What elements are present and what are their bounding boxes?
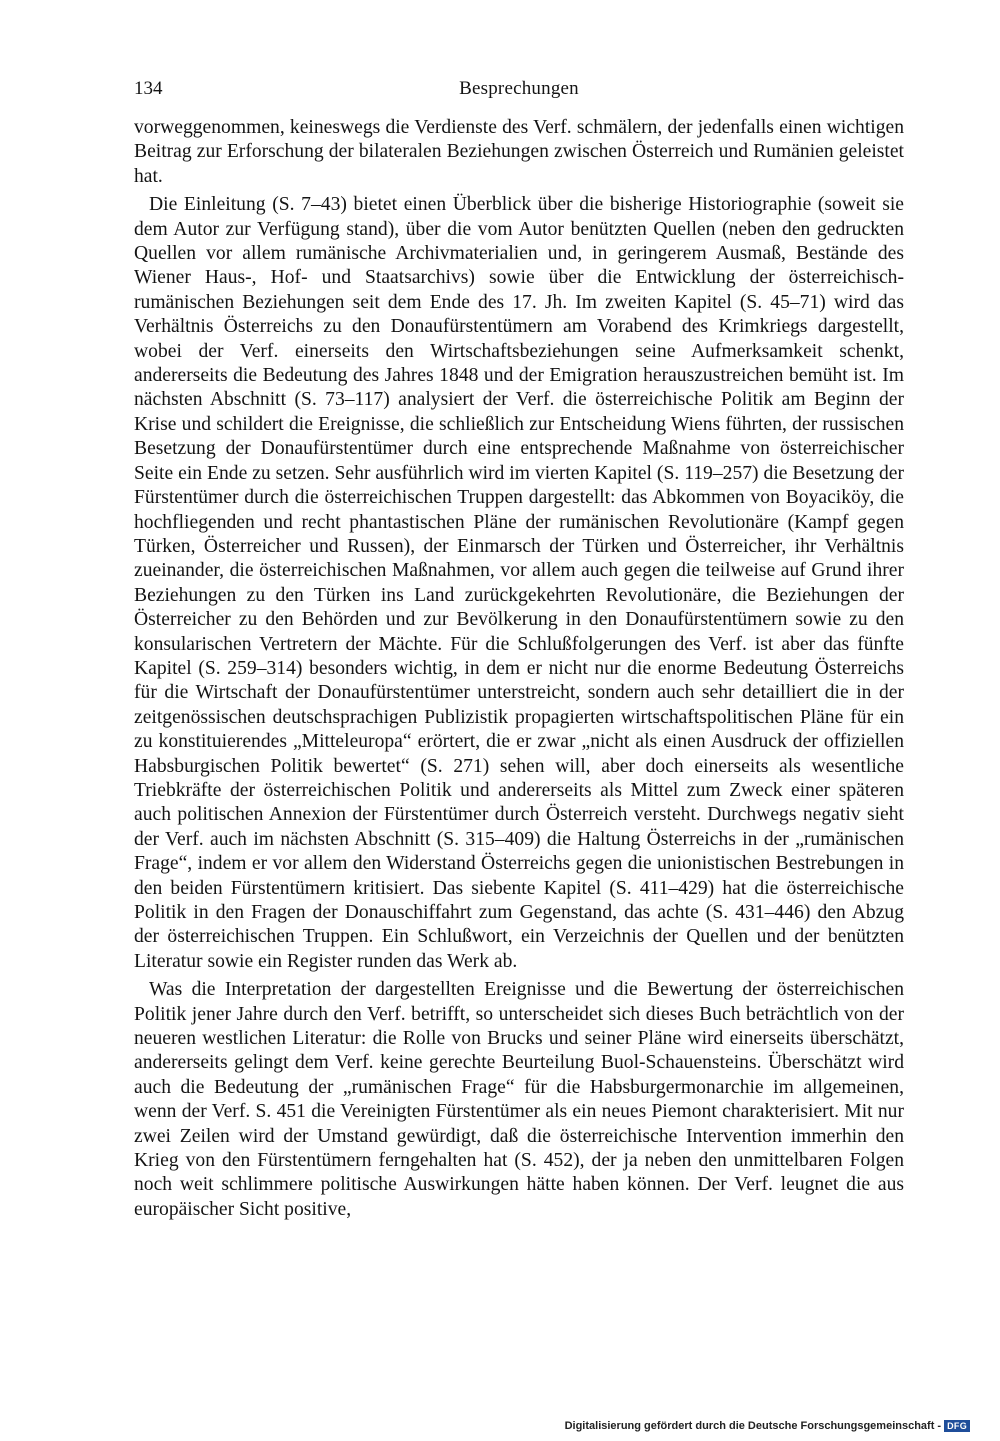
body-text: [134, 116, 904, 1222]
paragraph-2: Die Einleitung (S. 7–43) bietet einen Überblick über die bisherige Historiographie (soweit sie dem Autor zur Verfügung stand), über die vom Autor benützten Quellen (neben den gedruckten Quellen vor allem rumänische Archivmaterialien und, in geringerem Ausmaß, Bestände des Wiener Haus-, Hof- und Staatsarchivs) sowie über die Entwicklung der österreichisch-rumänischen Beziehungen seit dem Ende des 17. Jh. Im zweiten Kapitel (S. 45–71) wird das Verhältnis Österreichs zu den Donaufürstentümern am Vorabend des Krimkriegs dargestellt, wobei der Verf. einerseits den Wirtschaftsbeziehungen seine Aufmerksamkeit schenkt, andererseits die Bedeutung des Jahres 1848 und der Emigration herauszustreichen bemüht ist. Im nächsten Abschnitt (S. 73–117) analysiert der Verf. die österreichische Politik am Beginn der Krise und schildert die Ereignisse, die schließlich zur Entscheidung Wiens führten, der russischen Besetzung der Donaufürstentümer durch eine entsprechende Maßnahme von österreichischer Seite ein Ende zu setzen. Sehr ausführlich wird im vierten Kapitel (S. 119–257) die Besetzung der Fürstentümer durch die österreichischen Truppen dargestellt: das Abkommen von Boyaciköy, die hochfliegenden und recht phantastischen Pläne der rumänischen Revolutionäre (Kampf gegen Türken, Österreicher und Russen), der Einmarsch der Türken und Österreicher, ihr Verhältnis zueinander, die österreichischen Maßnahmen, vor allem auch gegen die teilweise auf Grund ihrer Beziehungen zu den Türken ins Land zurückgekehrten Revolutionäre, die Beziehungen der Österreicher zu den Behörden und zur Bevölkerung in den Donaufürstentümern sowie zu den konsularischen Vertretern der Mächte. Für die Schlußfolgerungen des Verf. ist aber das fünfte Kapitel (S. 259–314) besonders wichtig, in dem er nicht nur die enorme Bedeutung Österreichs für die Wirtschaft der Donaufürstentümer unterstreicht, sondern auch sehr detailliert die in der zeitgenössischen deutschsprachigen Publizistik propagierten wirtschaftspolitischen Pläne für ein zu konstituierendes „Mitteleuropa“ erörtert, die er zwar „nicht als einen Ausdruck der offiziellen Habsburgischen Politik bewertet“ (S. 271) sehen will, aber doch einerseits als wesentliche Triebkräfte der österreichischen Politik und andererseits als Mittel zum Zweck einer späteren auch politischen Annexion der Fürstentümer durch Österreich versteht. Durchwegs negativ sieht der Verf. auch im nächsten Abschnitt (S. 315–409) die Haltung Österreichs in der „rumänischen Frage“, indem er vor allem den Widerstand Österreichs gegen die unionistischen Bestrebungen in den beiden Fürstentümern kritisiert. Das siebente Kapitel (S. 411–429) hat die österreichische Politik in den Fragen der Donauschiffahrt zum Gegenstand, das achte (S. 431–446) den Abzug der österreichischen Truppen. Ein Schlußwort, ein Verzeichnis der Quellen und der benützten Literatur sowie ein Register runden das Werk ab.: [134, 194, 904, 972]
paragraph-3: Was die Interpretation der dargestellten Ereignisse und die Bewertung der österreichischen Politik jener Jahre durch den Verf. betrifft, so unterscheidet sich dieses Buch beträchtlich von der neueren westlichen Literatur: die Rolle von Brucks und seiner Pläne wird einerseits überschätzt, andererseits gelingt dem Verf. keine gerechte Beurteilung Buol-Schauensteins. Überschätzt wird auch die Bedeutung der „rumänischen Frage“ für die Habsburgermonarchie im allgemeinen, wenn der Verf. S. 451 die Vereinigten Fürstentümer als ein neues Piemont charakterisiert. Mit nur zwei Zeilen wird der Umstand gewürdigt, daß die österreichische Intervention immerhin den Krieg von den Fürstentümern ferngehalten hat (S. 452), der ja neben den unmittelbaren Folgen noch weit schlimmere politische Auswirkungen hätte haben können. Der Verf. leugnet die aus europäischer Sicht positive,: [134, 979, 904, 1220]
digitization-credit: [565, 1420, 970, 1432]
page-header: [134, 78, 904, 104]
credit-text: Digitalisierung gefördert durch die Deutsche Forschungsgemeinschaft -: [564, 1420, 942, 1432]
paragraph-1: vorweggenommen, keineswegs die Verdienste des Verf. schmälern, der jedenfalls einen wichtigen Beitrag zur Erforschung der bilateralen Beziehungen zwischen Österreich und Rumänien geleistet hat.: [134, 117, 904, 187]
page-number: 134: [134, 78, 163, 99]
running-head: Besprechungen: [459, 78, 579, 99]
dfg-logo: DFG: [944, 1420, 970, 1432]
